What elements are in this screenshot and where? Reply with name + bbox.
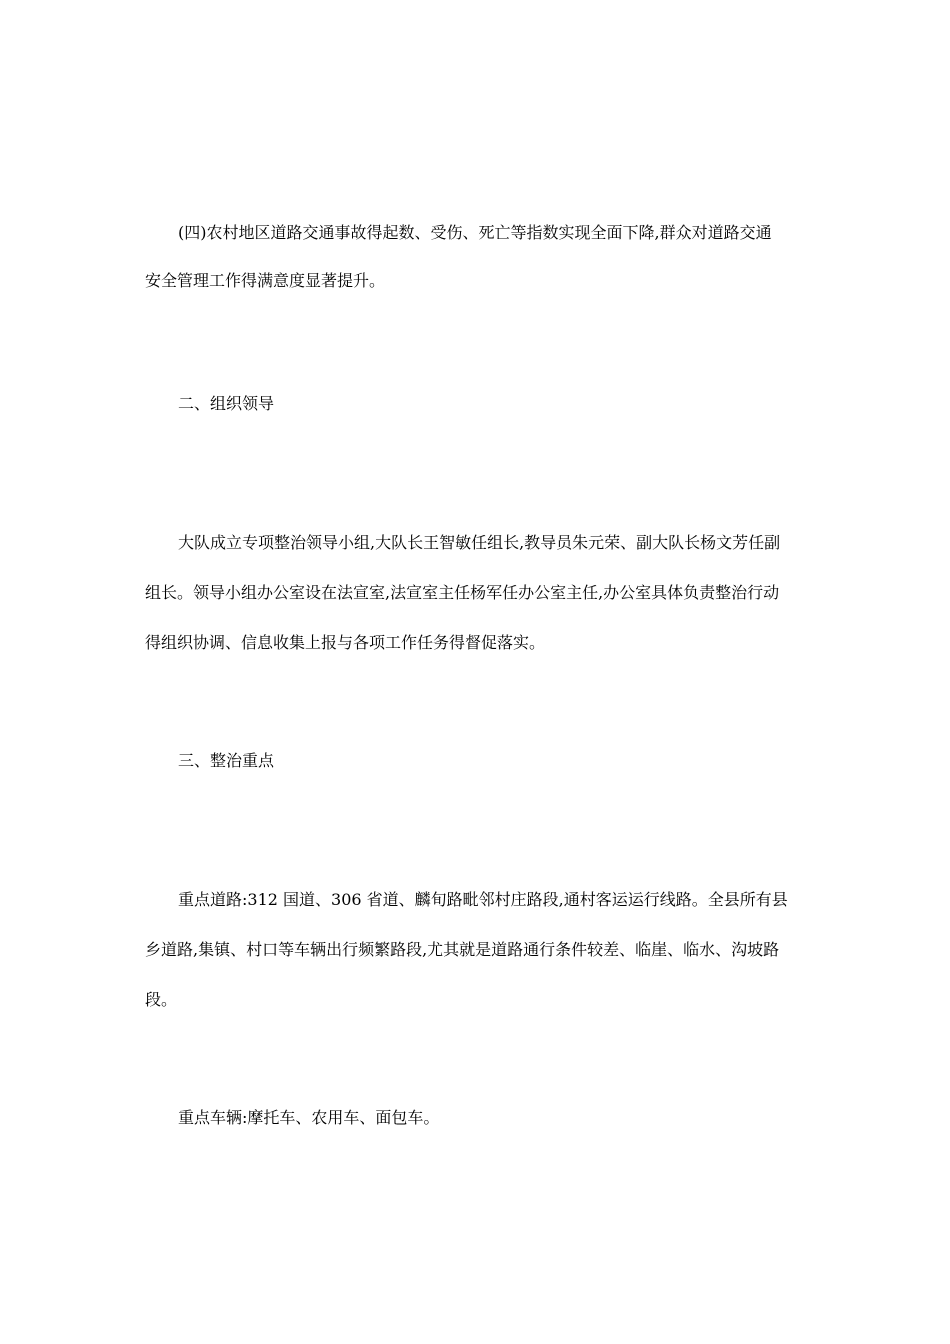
paragraph-line: 乡道路,集镇、村口等车辆出行频繁路段,尤其就是道路通行条件较差、临崖、临水、沟坡路 (145, 940, 780, 959)
paragraph-line: (四)农村地区道路交通事故得起数、受伤、死亡等指数实现全面下降,群众对道路交通 (178, 223, 772, 242)
paragraph-key-roads (145, 875, 807, 1025)
section-heading-focus: 三、整治重点 (178, 751, 275, 770)
section-heading-organization: 二、组织领导 (178, 394, 275, 413)
paragraph-key-vehicles (145, 1106, 807, 1130)
paragraph-line: 重点车辆:摩托车、农用车、面包车。 (178, 1108, 440, 1127)
paragraph-line: 重点道路:312 国道、306 省道、麟旬路毗邻村庄路段,通村客运运行线路。全县所有县 (178, 890, 788, 909)
paragraph-line: 大队成立专项整治领导小组,大队长王智敏任组长,教导员朱元荣、副大队长杨文芳任副 (178, 533, 781, 552)
paragraph-leadership-group (145, 518, 807, 668)
paragraph-line: 段。 (145, 990, 178, 1009)
paragraph-accident-goal (145, 209, 807, 305)
paragraph-line: 安全管理工作得满意度显著提升。 (145, 271, 386, 290)
paragraph-line: 得组织协调、信息收集上报与各项工作任务得督促落实。 (145, 633, 546, 652)
paragraph-line: 组长。领导小组办公室设在法宣室,法宣室主任杨军任办公室主任,办公室具体负责整治行动 (145, 583, 780, 602)
